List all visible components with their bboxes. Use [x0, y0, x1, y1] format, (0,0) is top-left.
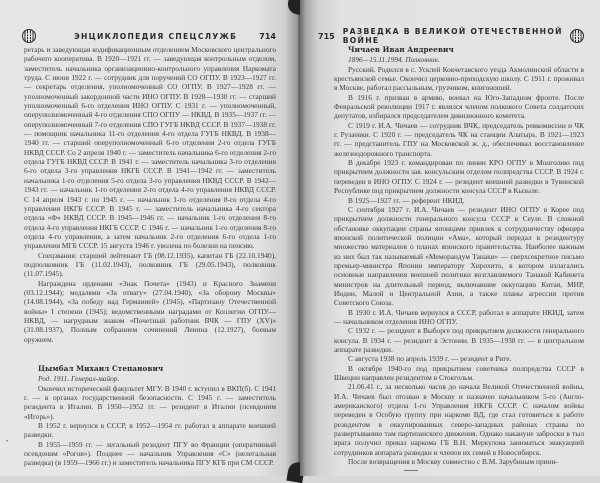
- globe-icon: [570, 29, 584, 43]
- page-number: 715: [318, 31, 335, 41]
- page-number: 714: [259, 31, 276, 41]
- paragraph: Спецзвания: старший лейтенант ГБ (08.12.1935), капитан ГБ (22.10.1940), подполковник ГБ (11.02.1943), полковник ГБ (29.05.1943), полковник (11.07.1945).: [24, 250, 276, 279]
- running-title: ЭНЦИКЛОПЕДИЯ СПЕЦСЛУЖБ: [74, 31, 238, 41]
- paragraph: В 1930 г. И.А. Чичаев вернулся в СССР, работал в аппарате НКИД, затем — начальником отделения ИНО ОГПУ.: [334, 307, 584, 326]
- right-page-body: [334, 45, 584, 466]
- paragraph: В декабре 1923 г. командирован по линии КРО ОГПУ в Монголию под прикрытием должности зав. консульским отделом полпредства СССР. В 1924 г. переведен в ИНО ОГПУ. С 1924 г. — резидент внешней разведки в Тувинской Республике под прикрытием должности консула СССР в Кызыле.: [334, 158, 584, 196]
- globe-icon: [22, 29, 36, 43]
- right-page: [300, 0, 600, 476]
- paragraph: После возвращения в Москву совместно с В.М. Зарубиным прини-: [348, 457, 558, 467]
- paragraph: В 1955—1959 гг. — легальный резидент ПГУ во Франции (оперативный псевдоним «Рогов»). Позднее — начальник Управления «С» (нелегальная разведка) (в 1959—1966 гг.) и заместитель начальника ПГУ КГБ при СМ СССР.: [24, 439, 276, 468]
- paragraph: В октябре 1940-го под прикрытием советника полпредства СССР в Швеции направлен резидентом в Стокгольм.: [334, 363, 584, 383]
- entry-name: Чичаев Иван Андреевич: [348, 45, 454, 54]
- paragraph: Русский. Родился в с. Усклей Кокчетавского уезда Акмолинской области в крестьянской семье. Окончил церковно-приходскую школу. С 1911 г. проживал в Москве, работал рассыльным, грузчиком, книгоношей.: [334, 64, 584, 93]
- paragraph: С августа 1938 по апрель 1939 г. — резидент в Риге.: [348, 354, 512, 364]
- paragraph: В 1952 г. вернулся в СССР, в 1952—1954 гг. работал в аппарате внешней разведки.: [24, 421, 276, 440]
- left-page: [0, 0, 300, 476]
- paragraph: С 1919 г. И.А. Чичаев — сотрудник ВЧК, председатель ревкомиссии и ЧК г. Рузаевки. С 1920 г. — председатель ЧК на станции Алатырь. В 1921—1923 гг. — представитель ГПУ на Московской ж. д., обеспечивал восстановление железнодорожного транспорта.: [334, 120, 584, 158]
- paragraph: Награждена орденами «Знак Почета» (1943) и Красного Знамени (03.12.1944); медалями «За отвагу» (27.04.1940), «За оборону Москвы» (14.08.1944), «За победу над Германией» (1945), «Партизану Отечественной войны» I степени (1945); ведомственными наградами от Коллегии ОГПУ—НКВД, — нагрудным знаком «Почетный работник ВЧК — ГПУ (XV)» (31.08.1937), Полным собранием сочинений Ленина (12.1927), боевым оружием.: [24, 278, 276, 344]
- entry-subtitle: Род. 1911. Генерал-майор.: [38, 374, 120, 384]
- entry-subtitle: 1896—15.11.1994. Полковник.: [348, 55, 440, 65]
- paragraph: В 1925—1927 гг. — референт НКИД.: [348, 195, 465, 205]
- running-title: РАЗВЕДКА В ВЕЛИКОЙ ОТЕЧЕСТВЕННОЙ ВОЙНЕ: [342, 27, 563, 45]
- right-page-header: [318, 28, 584, 44]
- entry-name: Цымбал Михаил Степанович: [38, 364, 164, 373]
- margin-mark: •: [6, 439, 9, 445]
- paragraph: 21.06.41 г., за несколько часов до начала Великой Отечественной войны, И.А. Чичаев был отозван в Москву и назначен начальником 5-го (Англо-американского) отдела 1-го Управления НКГБ СССР. С началом войны переведен в Особую группу при наркоме ВД, где стал готовиться к работе резидентом в оккупированных северо-западных районах страны по развертыванию там партизанского движения. Однако накануне заброски в тыл врага получил приказ наркома ГБ В.Н. Меркулова заниматься эвакуацией сотрудников аппарата разведки и членов их семей в Новосибирск.: [334, 382, 584, 457]
- left-page-body: [24, 45, 276, 468]
- paragraph: Окончил исторический факультет МГУ. В 1940 г. вступил в ВКП(б). С 1941 г. — в органах государственной безопасности. С 1945 г. — заместитель резидента в Италии. В 1950—1952 гг. — резидент в Италии (псевдоним «Игорь»).: [24, 383, 276, 421]
- paragraph: ретарь и заведующая кодификационным отделением Московского центрального рабочего кооператива. В 1920—1921 гг. — заведующая контрольным отделом, заместитель начальника организационно-контрольного управления Наркомата труда. С июня 1922 г. — сотрудник для поручений СО ОГПУ. В 1923—1927 гг. — секретарь отделения, уполномоченный СО ОГПУ. В 1927—1928 гг. — уполномоченный закордонной части ИНО ОГПУ. В 1928—1930 гг. — старший уполномоченный 6-го отделения ИНО ОГПУ. С 1931 г. — уполномоченный, оперуполномоченный 4-го отделения СПО ОГПУ — НКВД. В 1935—1937 гг. — оперуполномоченный 7-го отделения СПО ГУГБ НКВД СССР. В 1937—1938 гг. — помощник начальника 11-го отделения 4-го отдела ГУГБ НКВД. В 1938—1940 гг. — старший оперуполномоченный 6-го отделения 2-го отдела ГУГБ НКВД СССР. Со 2 апреля 1940 г. — заместитель начальника 6-го отделения 2-го отдела ГУГБ НКВД СССР. В 1941 г. — заместитель начальника 3-го отделения 6-го отдела 3-го управления НКГБ СССР. В 1941—1942 гг. — заместитель начальника 1-го отделения 5-го отдела 3-го управления НКВД СССР. В 1942—1943 гг. — начальник 1-го отделения 2-го отдела 4-го управления НКВД СССР. С 14 апреля 1943 г. по 1945 г. — начальник 1-го отделения 8-го отдела 4-го управления НКГБ СССР. В 1945 г. — заместитель начальника 4-го сектора отдела «Ф» НКВД СССР. В 1945—1946 гг. — начальник 1-го отделения 8-го отдела 4-го управления НКГБ СССР. С 1946 г. — начальник 1-го отделения 8-го отдела 4-го управления, а затем начальник 2-го отделения 6-го отдела 1-го управления МГБ СССР. 15 августа 1946 г. уволена по болезни на пенсию.: [24, 45, 276, 251]
- paragraph: С сентября 1927 г. И.А. Чичаев — резидент ИНО ОГПУ в Корее под прикрытием должности генерального консула СССР в Сеуле. В сложной обстановке оккупации страны японцами привлек к сотрудничеству офицера японской политической полиции «Ама», который передал в резидентуру множество материалов о планах японского правительства. Наиболее важным из них был так называемый «Меморандум Танаки» — сверхсекретное письмо премьер-министра Японии императору Хирохито, в котором излагались основные направления внешней политики возглавляемого Танакой Кабинета министров на длительный период, включавшие оккупацию Китая, МНР, Индии, Малой и Центральной Азии, а также планы агрессии против Советского Союза.: [334, 204, 584, 308]
- left-page-header: [22, 28, 276, 44]
- paragraph: В 1916 г. призван в армию, воевал на Юго-Западном фронте. После Февральской революции 1917 г. являлся членом полкового Совета солдатских депутатов, избирался председателем дивизионного комитета.: [334, 92, 584, 121]
- bottom-mark: [404, 470, 418, 471]
- paragraph: С 1932 г. — резидент в Выборге под прикрытием должности генерального консула. В 1934 г. — резидент в Эстонии. В 1935—1938 гг. — в центральном аппарате разведки.: [334, 326, 584, 354]
